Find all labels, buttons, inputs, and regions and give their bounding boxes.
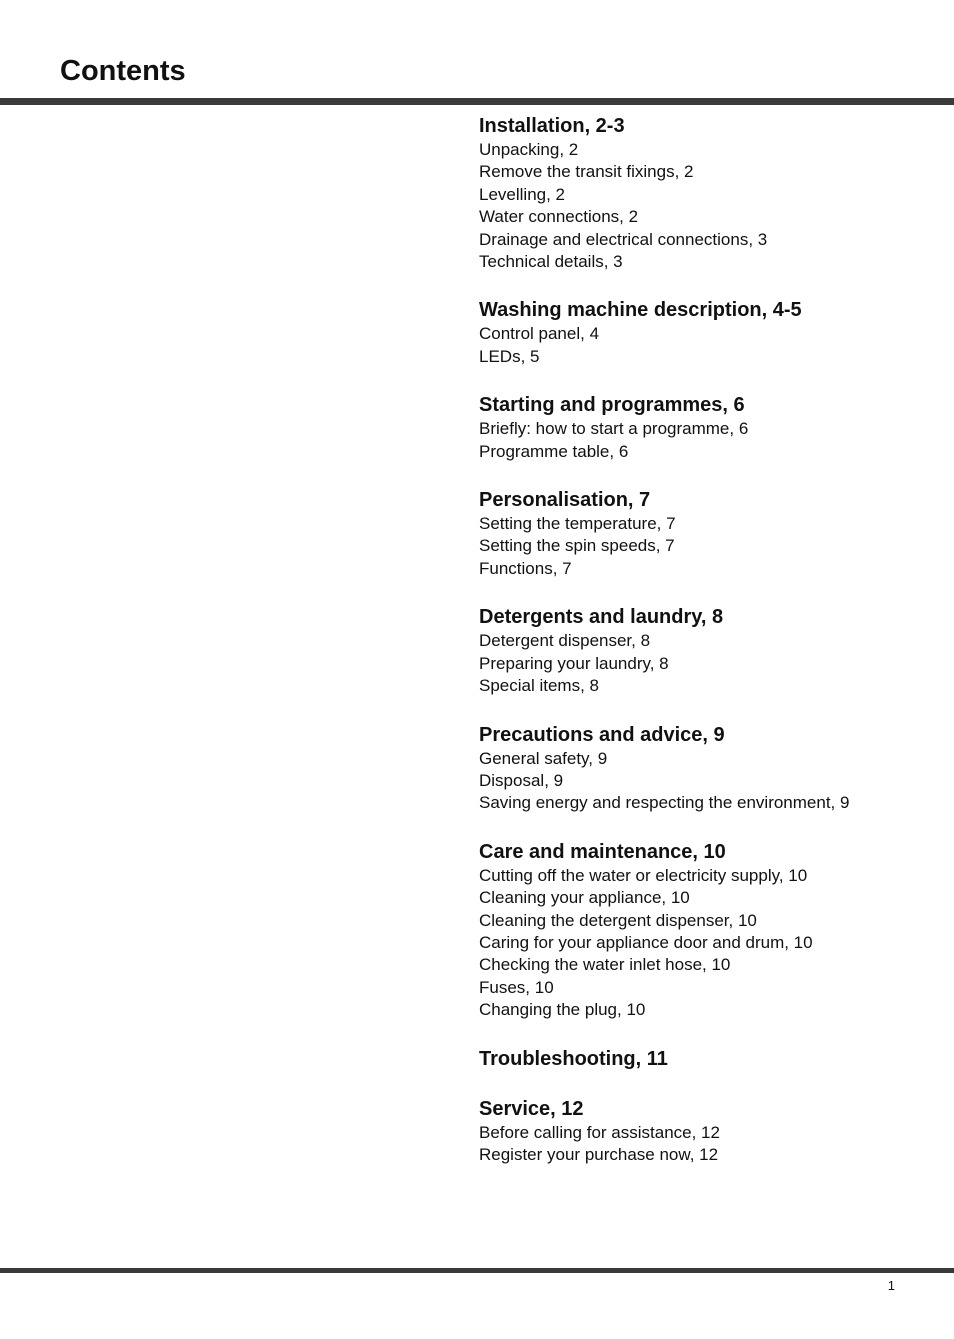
toc-entry: Caring for your appliance door and drum, 10 bbox=[479, 932, 813, 952]
toc-section-heading: Detergents and laundry, 8 bbox=[479, 606, 724, 629]
toc-section bbox=[479, 392, 939, 463]
toc-entry: Drainage and electrical connections, 3 bbox=[479, 229, 768, 249]
toc-entry: Control panel, 4 bbox=[479, 324, 600, 344]
toc-entry: Before calling for assistance, 12 bbox=[479, 1122, 720, 1142]
toc-section-heading: Personalisation, 7 bbox=[479, 489, 651, 512]
toc-section bbox=[479, 487, 939, 580]
toc-entry: Preparing your laundry, 8 bbox=[479, 653, 669, 673]
toc-entry: LEDs, 5 bbox=[479, 346, 540, 366]
toc-section-heading: Installation, 2-3 bbox=[479, 115, 625, 137]
toc-entry: Detergent dispenser, 8 bbox=[479, 631, 651, 651]
toc-entry: Changing the plug, 10 bbox=[479, 1000, 646, 1020]
toc-entry: General safety, 9 bbox=[479, 748, 608, 768]
toc-section-heading: Service, 12 bbox=[479, 1097, 584, 1120]
toc-entry: Functions, 7 bbox=[479, 558, 572, 578]
table-of-contents bbox=[479, 113, 939, 1190]
toc-entry: Checking the water inlet hose, 10 bbox=[479, 955, 731, 975]
page-title: Contents bbox=[60, 55, 186, 87]
toc-section-heading: Precautions and advice, 9 bbox=[479, 723, 725, 746]
toc-entry: Cleaning the detergent dispenser, 10 bbox=[479, 910, 757, 930]
toc-section-heading: Washing machine description, 4-5 bbox=[479, 299, 802, 322]
toc-entry: Cleaning your appliance, 10 bbox=[479, 888, 690, 908]
toc-section bbox=[479, 113, 939, 273]
toc-entry: Register your purchase now, 12 bbox=[479, 1144, 719, 1164]
toc-entry: Cutting off the water or electricity supply, 10 bbox=[479, 865, 808, 885]
toc-entry: Disposal, 9 bbox=[479, 770, 564, 790]
page-number: 1 bbox=[887, 1278, 895, 1293]
toc-entry: Unpacking, 2 bbox=[479, 140, 579, 159]
toc-entry: Setting the temperature, 7 bbox=[479, 514, 676, 534]
toc-section-heading: Troubleshooting, 11 bbox=[479, 1047, 668, 1070]
footer-divider bbox=[0, 1268, 954, 1273]
toc-entry: Special items, 8 bbox=[479, 676, 599, 696]
toc-section bbox=[479, 297, 939, 368]
toc-section-heading: Starting and programmes, 6 bbox=[479, 394, 745, 417]
toc-section bbox=[479, 1096, 939, 1167]
header-divider bbox=[0, 98, 954, 105]
toc-section bbox=[479, 604, 939, 697]
toc-entry: Briefly: how to start a programme, 6 bbox=[479, 419, 749, 439]
toc-section bbox=[479, 722, 939, 815]
toc-section-heading: Care and maintenance, 10 bbox=[479, 840, 726, 863]
toc-entry: Setting the spin speeds, 7 bbox=[479, 536, 675, 556]
toc-entry: Saving energy and respecting the environment, 9 bbox=[479, 793, 850, 813]
toc-entry: Levelling, 2 bbox=[479, 184, 566, 204]
toc-entry: Programme table, 6 bbox=[479, 441, 629, 461]
toc-section bbox=[479, 839, 939, 1022]
toc-entry: Technical details, 3 bbox=[479, 252, 623, 272]
toc-entry: Water connections, 2 bbox=[479, 207, 639, 227]
toc-section bbox=[479, 1046, 939, 1072]
toc-entry: Fuses, 10 bbox=[479, 977, 554, 997]
toc-entry: Remove the transit fixings, 2 bbox=[479, 162, 694, 182]
